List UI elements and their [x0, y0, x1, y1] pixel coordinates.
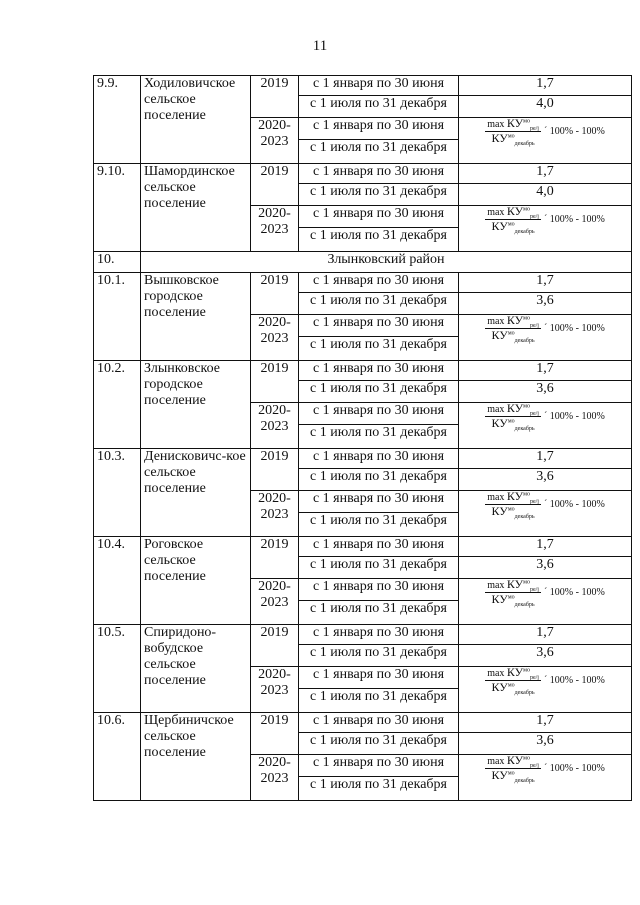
- value-cell: 1,7: [459, 164, 632, 184]
- formula-max: max: [487, 119, 505, 130]
- table-row: [94, 361, 632, 381]
- formula-max: max: [487, 207, 505, 218]
- formula-denominator: [492, 681, 535, 694]
- period-cell: с 1 января по 30 июня: [299, 579, 459, 601]
- year-cell: 2019: [251, 361, 299, 403]
- formula-fraction: [485, 206, 541, 233]
- formula-cell: [459, 403, 632, 449]
- period-cell: с 1 января по 30 июня: [299, 713, 459, 733]
- coefficient-formula: [462, 315, 628, 342]
- formula-sub: декабрь: [514, 602, 535, 608]
- year-cell: 2019: [251, 76, 299, 118]
- period-cell: с 1 июля по 31 декабря: [299, 184, 459, 206]
- period-cell: с 1 января по 30 июня: [299, 625, 459, 645]
- period-cell: с 1 января по 30 июня: [299, 537, 459, 557]
- value-cell: 4,0: [459, 96, 632, 118]
- formula-sup: мо: [507, 594, 515, 601]
- formula-cell: [459, 118, 632, 164]
- formula-numerator: [485, 315, 541, 329]
- formula-cell: [459, 579, 632, 625]
- formula-sup: мо: [523, 755, 530, 762]
- settlement-number: 10.5.: [94, 625, 141, 713]
- formula-ku: КУ: [506, 401, 524, 415]
- formula-numerator: [485, 579, 541, 593]
- formula-denominator: [492, 329, 535, 342]
- table-row: [94, 449, 632, 469]
- formula-denominator: [492, 220, 535, 233]
- value-cell: 4,0: [459, 184, 632, 206]
- year-cell: 2020-2023: [251, 118, 299, 164]
- period-cell: с 1 июля по 31 декабря: [299, 293, 459, 315]
- formula-sub: декабрь: [514, 778, 535, 784]
- period-cell: с 1 июля по 31 декабря: [299, 381, 459, 403]
- formula-ku: КУ: [506, 116, 524, 130]
- table-row: [94, 537, 632, 557]
- formula-sub: pe/j: [529, 499, 539, 505]
- period-cell: с 1 июля по 31 декабря: [299, 96, 459, 118]
- formula-sub: pe/j: [529, 587, 539, 593]
- period-cell: с 1 июля по 31 декабря: [299, 337, 459, 361]
- formula-sub: декабрь: [514, 426, 535, 432]
- value-cell: 1,7: [459, 76, 632, 96]
- settlement-number: 9.9.: [94, 76, 141, 164]
- formula-ku: КУ: [491, 592, 508, 606]
- formula-fraction: [485, 315, 541, 342]
- period-cell: с 1 января по 30 июня: [299, 118, 459, 140]
- formula-sub: pe/j: [529, 411, 539, 417]
- formula-ku: КУ: [491, 504, 508, 518]
- formula-ku: КУ: [491, 768, 508, 782]
- period-cell: с 1 июля по 31 декабря: [299, 513, 459, 537]
- formula-ku: КУ: [491, 416, 508, 430]
- formula-sub: pe/j: [529, 763, 539, 769]
- period-cell: с 1 января по 30 июня: [299, 403, 459, 425]
- coefficient-formula: [462, 755, 628, 782]
- formula-max: max: [487, 404, 505, 415]
- period-cell: с 1 января по 30 июня: [299, 667, 459, 689]
- period-cell: с 1 июля по 31 декабря: [299, 645, 459, 667]
- settlement-number: 10.1.: [94, 273, 141, 361]
- table-row: [94, 713, 632, 733]
- formula-sup: мо: [507, 330, 515, 337]
- formula-ku: КУ: [506, 204, 524, 218]
- formula-sub: pe/j: [529, 675, 539, 681]
- coefficient-formula: [462, 206, 628, 233]
- formula-cell: [459, 755, 632, 801]
- formula-sup: мо: [523, 118, 530, 125]
- formula-denominator: [492, 769, 535, 782]
- formula-numerator: [485, 755, 541, 769]
- settlement-number: 10.6.: [94, 713, 141, 801]
- year-cell: 2020-2023: [251, 206, 299, 252]
- value-cell: 1,7: [459, 449, 632, 469]
- formula-sup: мо: [507, 506, 515, 513]
- period-cell: с 1 января по 30 июня: [299, 164, 459, 184]
- formula-sup: мо: [523, 579, 530, 586]
- district-number: 10.: [94, 252, 141, 273]
- period-cell: с 1 июля по 31 декабря: [299, 140, 459, 164]
- formula-sup: мо: [523, 315, 530, 322]
- settlement-name: Щербиничское сельское поселение: [141, 713, 251, 801]
- formula-numerator: [485, 491, 541, 505]
- formula-sub: декабрь: [514, 141, 535, 147]
- formula-denominator: [492, 132, 535, 145]
- settlement-number: 10.2.: [94, 361, 141, 449]
- settlement-name: Шамординское сельское поселение: [141, 164, 251, 252]
- formula-denominator: [492, 417, 535, 430]
- period-cell: с 1 января по 30 июня: [299, 206, 459, 228]
- formula-cell: [459, 667, 632, 713]
- year-cell: 2020-2023: [251, 667, 299, 713]
- formula-sup: мо: [507, 682, 515, 689]
- table-row: [94, 164, 632, 184]
- formula-numerator: [485, 667, 541, 681]
- formula-ku: КУ: [506, 577, 524, 591]
- coefficient-formula: [462, 403, 628, 430]
- period-cell: с 1 июля по 31 декабря: [299, 689, 459, 713]
- district-name: Злынковский район: [141, 252, 632, 273]
- formula-fraction: [485, 491, 541, 518]
- year-cell: 2020-2023: [251, 491, 299, 537]
- formula-tail: ´ 100% - 100%: [543, 587, 605, 598]
- period-cell: с 1 января по 30 июня: [299, 76, 459, 96]
- period-cell: с 1 января по 30 июня: [299, 755, 459, 777]
- table-row: [94, 273, 632, 293]
- period-cell: с 1 июля по 31 декабря: [299, 601, 459, 625]
- formula-ku: КУ: [506, 489, 524, 503]
- formula-tail: ´ 100% - 100%: [543, 675, 605, 686]
- formula-ku: КУ: [506, 753, 524, 767]
- period-cell: с 1 июля по 31 декабря: [299, 228, 459, 252]
- formula-sup: мо: [523, 206, 530, 213]
- formula-sub: декабрь: [514, 338, 535, 344]
- year-cell: 2019: [251, 164, 299, 206]
- period-cell: с 1 января по 30 июня: [299, 315, 459, 337]
- formula-fraction: [485, 118, 541, 145]
- formula-sup: мо: [523, 667, 530, 674]
- year-cell: 2020-2023: [251, 579, 299, 625]
- settlement-number: 9.10.: [94, 164, 141, 252]
- formula-sup: мо: [507, 770, 515, 777]
- period-cell: с 1 января по 30 июня: [299, 449, 459, 469]
- formula-numerator: [485, 206, 541, 220]
- formula-sup: мо: [523, 403, 530, 410]
- period-cell: с 1 июля по 31 декабря: [299, 777, 459, 801]
- settlement-name: Роговское сельское поселение: [141, 537, 251, 625]
- formula-tail: ´ 100% - 100%: [543, 499, 605, 510]
- settlement-name: Злынковское городское поселение: [141, 361, 251, 449]
- value-cell: 1,7: [459, 273, 632, 293]
- formula-max: max: [487, 316, 505, 327]
- year-cell: 2019: [251, 537, 299, 579]
- year-cell: 2019: [251, 273, 299, 315]
- table-row: [94, 625, 632, 645]
- formula-sub: декабрь: [514, 229, 535, 235]
- formula-sup: мо: [507, 418, 515, 425]
- coefficient-formula: [462, 667, 628, 694]
- formula-sub: декабрь: [514, 690, 535, 696]
- formula-ku: КУ: [491, 131, 508, 145]
- table-row: [94, 76, 632, 96]
- formula-numerator: [485, 403, 541, 417]
- formula-sup: мо: [507, 133, 515, 140]
- settlement-name: Ходиловичское сельское поселение: [141, 76, 251, 164]
- formula-ku: КУ: [506, 313, 524, 327]
- district-row: [94, 252, 632, 273]
- formula-sub: pe/j: [529, 323, 539, 329]
- settlement-name: Денисковичс-кое сельское поселение: [141, 449, 251, 537]
- value-cell: 3,6: [459, 381, 632, 403]
- period-cell: с 1 января по 30 июня: [299, 491, 459, 513]
- formula-max: max: [487, 580, 505, 591]
- coefficient-formula: [462, 579, 628, 606]
- formula-sub: декабрь: [514, 514, 535, 520]
- value-cell: 1,7: [459, 713, 632, 733]
- year-cell: 2019: [251, 713, 299, 755]
- formula-denominator: [492, 593, 535, 606]
- value-cell: 3,6: [459, 645, 632, 667]
- formula-sup: мо: [507, 221, 515, 228]
- settlement-name: Вышковское городское поселение: [141, 273, 251, 361]
- tariff-table: [93, 75, 632, 801]
- period-cell: с 1 июля по 31 декабря: [299, 469, 459, 491]
- year-cell: 2020-2023: [251, 755, 299, 801]
- year-cell: 2019: [251, 449, 299, 491]
- formula-cell: [459, 491, 632, 537]
- period-cell: с 1 января по 30 июня: [299, 361, 459, 381]
- formula-fraction: [485, 579, 541, 606]
- formula-ku: КУ: [491, 328, 508, 342]
- formula-max: max: [487, 756, 505, 767]
- formula-tail: ´ 100% - 100%: [543, 411, 605, 422]
- formula-cell: [459, 206, 632, 252]
- value-cell: 3,6: [459, 469, 632, 491]
- formula-tail: ´ 100% - 100%: [543, 126, 605, 137]
- period-cell: с 1 июля по 31 декабря: [299, 425, 459, 449]
- settlement-number: 10.4.: [94, 537, 141, 625]
- formula-ku: КУ: [491, 680, 508, 694]
- value-cell: 1,7: [459, 625, 632, 645]
- formula-tail: ´ 100% - 100%: [543, 214, 605, 225]
- period-cell: с 1 января по 30 июня: [299, 273, 459, 293]
- value-cell: 1,7: [459, 361, 632, 381]
- settlement-name: Спиридоно-вобудское сельское поселение: [141, 625, 251, 713]
- formula-max: max: [487, 492, 505, 503]
- value-cell: 3,6: [459, 293, 632, 315]
- formula-ku: КУ: [491, 219, 508, 233]
- year-cell: 2020-2023: [251, 315, 299, 361]
- formula-denominator: [492, 505, 535, 518]
- year-cell: 2019: [251, 625, 299, 667]
- formula-ku: КУ: [506, 665, 524, 679]
- value-cell: 1,7: [459, 537, 632, 557]
- formula-sub: pe/j: [529, 126, 539, 132]
- formula-numerator: [485, 118, 541, 132]
- formula-tail: ´ 100% - 100%: [543, 323, 605, 334]
- year-cell: 2020-2023: [251, 403, 299, 449]
- period-cell: с 1 июля по 31 декабря: [299, 733, 459, 755]
- formula-sup: мо: [523, 491, 530, 498]
- coefficient-formula: [462, 118, 628, 145]
- formula-fraction: [485, 403, 541, 430]
- period-cell: с 1 июля по 31 декабря: [299, 557, 459, 579]
- page-number: 11: [312, 38, 328, 54]
- formula-sub: pe/j: [529, 214, 539, 220]
- formula-fraction: [485, 667, 541, 694]
- formula-cell: [459, 315, 632, 361]
- formula-max: max: [487, 668, 505, 679]
- coefficient-formula: [462, 491, 628, 518]
- formula-tail: ´ 100% - 100%: [543, 763, 605, 774]
- value-cell: 3,6: [459, 557, 632, 579]
- value-cell: 3,6: [459, 733, 632, 755]
- formula-fraction: [485, 755, 541, 782]
- settlement-number: 10.3.: [94, 449, 141, 537]
